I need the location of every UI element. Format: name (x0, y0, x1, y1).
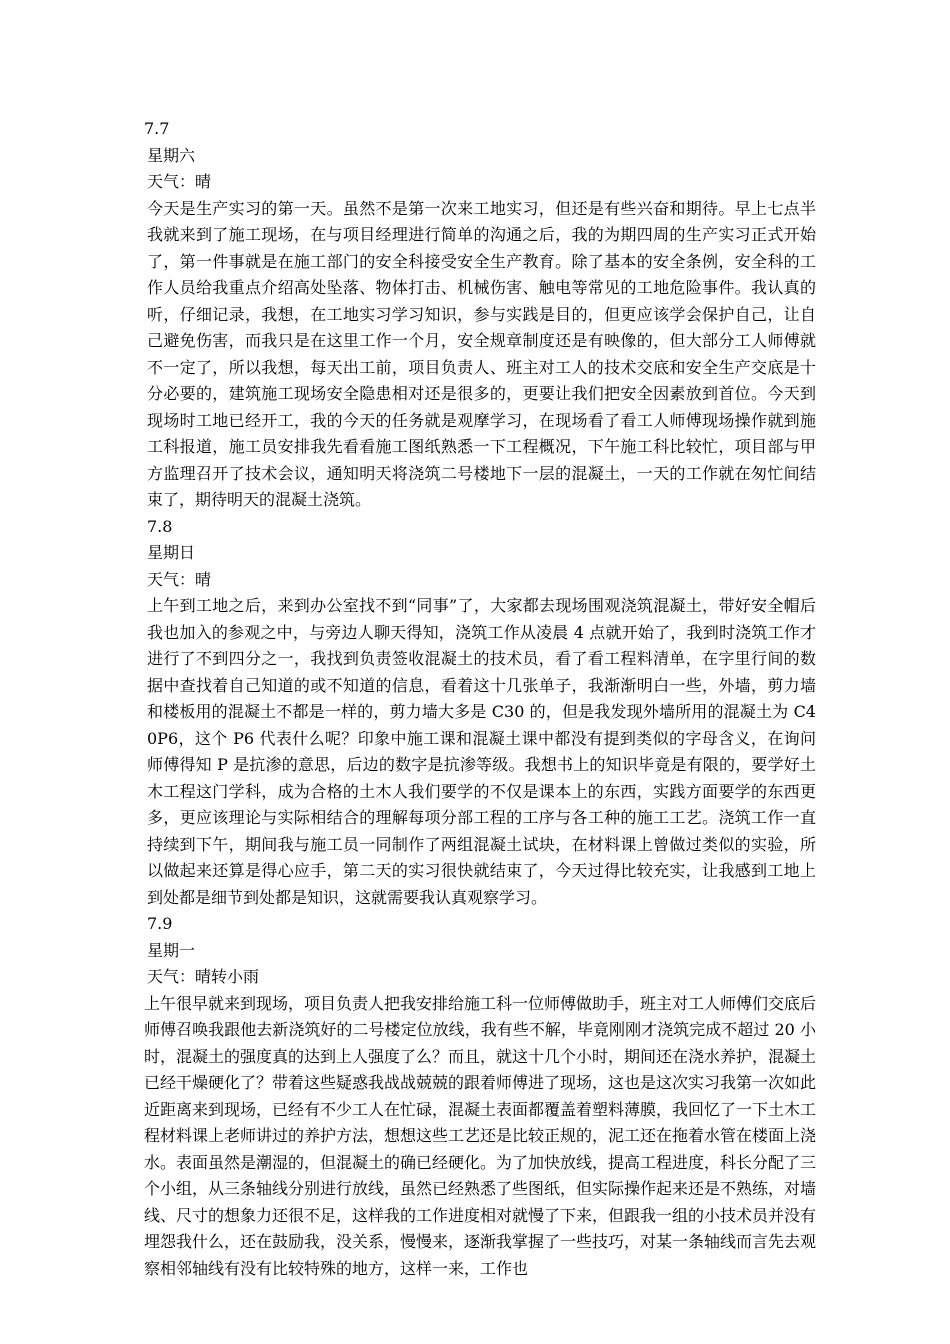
entry-body: 上午很早就来到现场，项目负责人把我安排给施工科一位师傅做助手，班主对工人师傅们交底后师傅召唤我跟他去新浇筑好的二号楼定位放线，我有些不解，毕竟刚刚才浇筑完成不超过 20 小时，混凝土的强度真的达到上人强度了么？而且，就这十几个小时，期间还在浇水养护，混凝土已经干燥硬化了？带着这些疑惑我战战兢兢的跟着师傅进了现场，这也是这次实习我第一次如此近距离来到现场，已经有不少工人在忙碌，混凝土表面都覆盖着塑料薄膜，我回忆了一下土木工程材料课上老师讲过的养护方法，想想这些工艺还是比较正规的，泥工还在拖着水管在楼面上浇水。表面虽然是潮湿的，但混凝土的确已经硬化。为了加快放线，提高工程进度，科长分配了三个小组，从三条轴线分别进行放线，虽然已经熟悉了些图纸，但实际操作起来还是不熟练，对墙线、尺寸的想象力还很不足，这样我的工作进度相对就慢了下来，但跟我一组的小技术员并没有埋怨我什么，还在鼓励我，没关系，慢慢来，逐渐我掌握了一些技巧，对某一条轴线而言先去观察相邻轴线有没有比较特殊的地方，这样一来，工作也 (144, 993, 817, 1278)
entry-date: 7.9 (147, 914, 173, 933)
entry-weather: 天气：晴 (147, 172, 212, 191)
entry-weekday: 星期六 (147, 145, 196, 165)
entry-weather: 天气：晴 (147, 569, 212, 589)
document-page (144, 116, 816, 1282)
entry-date: 7.7 (144, 119, 170, 138)
entry-weekday: 星期日 (147, 543, 196, 562)
entry-body: 上午到工地之后，来到办公室找不到“同事”了，大家都去现场围观浇筑混凝土，带好安全帽后我也加入的参观之中，与旁边人聊天得知，浇筑工作从凌晨 4 点就开始了，我到时浇筑工作才进行了不到四分之一，我找到负责签收混凝土的技术员，看了看工程料清单，在字里行间的数据中查找着自己知道的或不知道的信息，看着这十几张单子，我渐渐明白一些，外墙，剪力墙和楼板用的混凝土不都是一样的，剪力墙大多是 C30 的，但是我发现外墙所用的混凝土为 C40P6，这个 P6 代表什么呢？印象中施工课和混凝土课中都没有提到类似的字母含义，在询问师傅得知 P 是抗渗的意思，后边的数字是抗渗等级。我想书上的知识毕竟是有限的，要学好土木工程这门学科，成为合格的土木人我们要学的不仅是课本上的东西，实践方面要学的东西更多，更应该理论与实际相结合的理解每项分部工程的工序与各工种的施工工艺。浇筑工作一直持续到下午，期间我与施工员一同制作了两组混凝土试块，在材料课上曾做过类似的实验，所以做起来还算是得心应手，第二天的实习很快就结束了，今天过得比较充实，让我感到工地上到处都是细节到处都是知识，这就需要我认真观察学习。 (147, 596, 816, 907)
entry-body: 今天是生产实习的第一天。虽然不是第一次来工地实习，但还是有些兴奋和期待。早上七点半我就来到了施工现场，在与项目经理进行简单的沟通之后，我的为期四周的生产实习正式开始了，第一件事就是在施工部门的安全科接受安全生产教育。除了基本的安全条例，安全科的工作人员给我重点介绍高处坠落、物体打击、机械伤害、触电等常见的工地危险事件。我认真的听，仔细记录，我想，在工地实习学习知识，参与实践是目的，但更应该学会保护自己，让自己避免伤害，而我只是在这里工作一个月，安全规章制度还是有映像的，但大部分工人师傅就不一定了，所以我想，每天出工前，项目负责人、班主对工人的技术交底和安全生产交底是十分必要的，建筑施工现场安全隐患相对还是很多的，更要让我们把安全因素放到首位。今天到现场时工地已经开工，我的今天的任务就是观摩学习，在现场看了看工人师傅现场操作就到施工科报道，施工员安排我先看看施工图纸熟悉一下工程概况，下午施工科比较忙，项目部与甲方监理召开了技术会议，通知明天将浇筑二号楼地下一层的混凝土，一天的工作就在匆忙间结束了，期待明天的混凝土浇筑。 (147, 198, 816, 509)
entry-weekday: 星期一 (147, 940, 196, 960)
entry-weather: 天气：晴转小雨 (147, 967, 260, 986)
entry-date: 7.8 (147, 516, 173, 536)
